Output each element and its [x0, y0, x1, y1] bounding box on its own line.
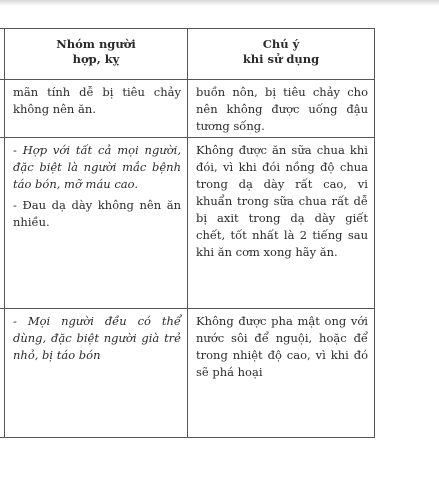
group-cell	[5, 138, 188, 309]
note-text: Không được ăn sữa chua khi đói, vì khi đói nồng độ chua trong dạ dày rất cao, vi khuẩn trong sữa chua rất dễ bị axit trong dạ dày giết chết, tốt nhất là 2 tiếng sau khi ăn cơm xong hãy ăn.	[196, 143, 368, 259]
group-cell	[5, 80, 188, 138]
group-cell	[5, 309, 188, 438]
header-group-line2: hợp, kỵ	[72, 52, 120, 66]
table-row	[0, 80, 375, 138]
group-text: - Mọi người đều có thể dùng, đặc biệt người già trẻ nhỏ, bị táo bón	[13, 314, 181, 362]
header-note	[188, 29, 375, 80]
food-usage-table	[0, 28, 375, 438]
header-group-line1: Nhóm người	[56, 37, 136, 51]
table-row	[0, 309, 375, 438]
header-group	[5, 29, 188, 80]
table-header-row	[0, 29, 375, 80]
scan-edge-shadow	[0, 0, 439, 6]
group-text: - Hợp với tất cả mọi người, đặc biệt là người mắc bệnh táo bón, mỡ máu cao.	[13, 143, 181, 191]
header-note-line1: Chú ý	[262, 37, 300, 51]
note-text: buồn nôn, bị tiêu chảy cho nên không được uống đậu tương sống.	[196, 85, 368, 133]
note-text: Không được pha mật ong với nước sôi để nguội, hoặc để trong nhiệt độ cao, vì khi đó sẽ phá hoại	[196, 314, 368, 379]
group-text: - Đau dạ dày không nên ăn nhiều.	[13, 198, 181, 229]
group-text: mãn tính dễ bị tiêu chảy không nên ăn.	[13, 85, 181, 116]
header-note-line2: khi sử dụng	[242, 52, 320, 66]
note-cell	[188, 309, 375, 438]
note-cell	[188, 138, 375, 309]
table-row	[0, 138, 375, 309]
note-cell	[188, 80, 375, 138]
